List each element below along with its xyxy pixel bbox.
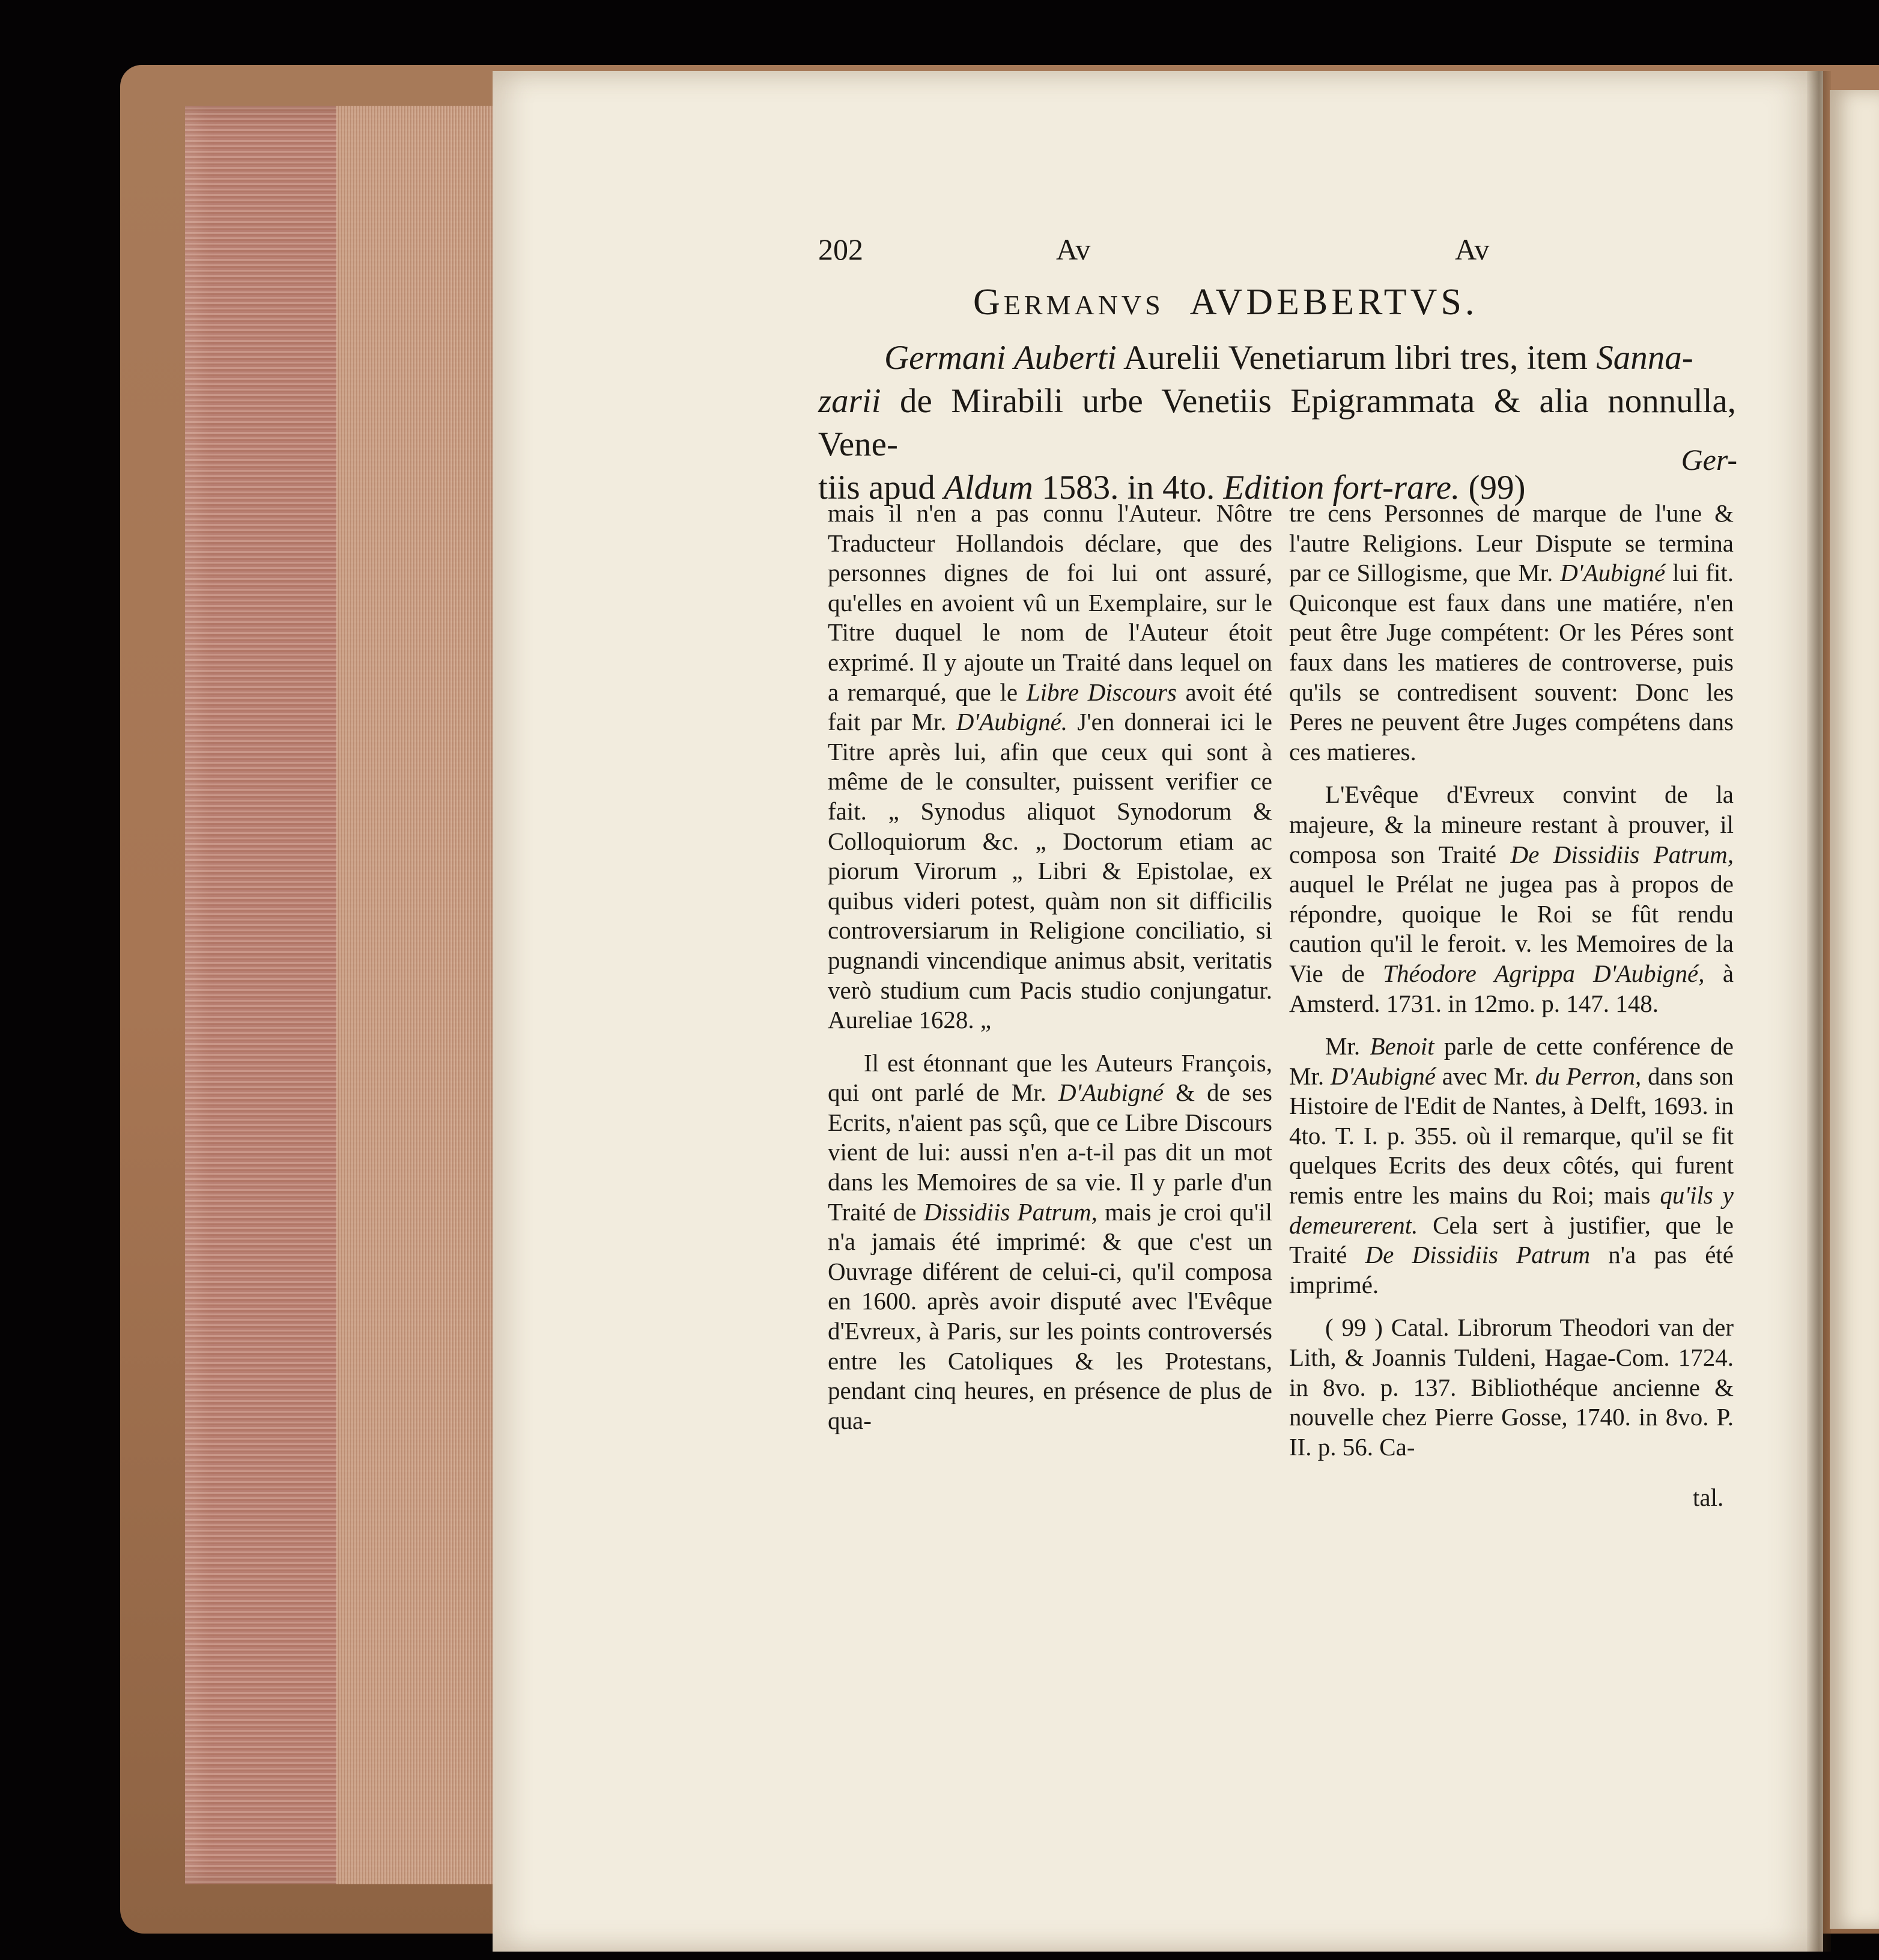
entry-heading [973,281,1598,324]
right-column [1289,499,1734,1475]
footnote-text: ( 99 ) Catal. Librorum Theodori van der Lith, & Joannis Tuldeni, Hagae-Com. 1724. in 8vo. p. 137. Bibliothéque ancienne & nouvelle chez Pierre Gosse, 1740. in 8vo. P. II. p. 56. Ca- [1289,1313,1734,1461]
heading-firstname: ERMANVS [1003,290,1164,320]
entry-edition: Edition fort-rare. [1223,469,1460,507]
text-run: auquel le Prélat ne jugea pas à propos de répondre, quoique le Roi se fût rendu caution qu'il le feroit. v. les Memoires de la Vie de [1289,870,1734,987]
text-run: parle de cette conférence de Mr. [1289,1032,1734,1090]
italic-run: D'Aubigné [1330,1062,1436,1090]
text-run: J'en donnerai ici le Titre après lui, afin que ceux qui sont à même de le consulter, puissent verifier ce fait. „ Synodus aliquot Synodorum & Colloquiorum &c. „ Doctorum etiam ac piorum Virorum „ Libri & Epistolae, ex quibus videri potest, quàm non sit difficilis controversiarum in Religione conciliatio, si pugnandi vincendique animus absit, veritatis verò studium cum Pacis studio conjungatur. Aureliae 1628. „ [828,708,1272,1034]
italic-run: De Dissidiis Patrum, [1510,840,1734,868]
italic-run: Dissidiis Patrum, [923,1198,1097,1226]
entry-note-ref: (99) [1460,469,1526,507]
left-column [828,499,1272,1449]
text-run: lui fit. Quiconque est faux dans une matiére, n'en peut être Juge compétent: Or les Péres sont faux dans les matieres de controverse, puis qu'ils se contredisent souvent: Donc les Peres ne peuvent être Juges compétens dans ces matieres. [1289,559,1734,765]
right-paragraph-1 [1289,499,1734,767]
italic-run: Libre Discours [1026,678,1177,706]
book-gutter [1807,71,1831,1952]
text-run: dans son Histoire de l'Edit de Nantes, à Delft, 1693. in 4to. T. I. p. 355. où il remarque, qu'il se fit quelques Ecrits des deux côtés, qui furent remis entre les mains du Roi; mais [1289,1062,1734,1210]
entry-sanna: Sanna- [1596,339,1693,377]
left-paragraph-1 [828,499,1272,1035]
text-run: mais il n'en a pas connu l'Auteur. Nôtre Traducteur Hollandois déclare, que des personnes dignes de foi lui ont assuré, qu'elles en avoient vû un Exemplaire, sur le Titre duquel le nom de l'Auteur étoit exprimé. Il y ajoute un Traité dans lequel on a remarqué, que le [828,499,1272,706]
text-run: Il est étonnant que les Auteurs François, qui ont parlé de Mr. [828,1048,1272,1107]
text-run: Mr. [1325,1032,1370,1061]
page-number: 202 [818,233,863,266]
text-run: tre cens Personnes de marque de l'une & l'autre Religions. Leur Dispute se termina par ce Sillogisme, que Mr. [1289,499,1734,587]
text-run: à Amsterd. 1731. in 12mo. p. 147. 148. [1289,959,1734,1017]
left-paragraph-2 [828,1048,1272,1436]
footnote-last-word: tal. [1693,1484,1724,1511]
text-run: avoit été fait par Mr. [828,678,1272,736]
text-run: mais je croi qu'il n'a jamais été imprimé: & que c'est un Ouvrage diférent de celui-ci, qu'il composa en 1600. après avoir disputé avec l'Evêque d'Evreux, à Paris, sur les points controversés entre les Catoliques & les Protestans, pendant cinq heures, en présence de plus de qua- [828,1198,1272,1434]
text-run: L'Evêque d'Evreux convint de la majeure, & la mineure restant à prouver, il composa son Traité [1289,781,1734,868]
page-edge-lines [336,106,493,1884]
text-run: & de ses Ecrits, n'aient pas sçû, que ce Libre Discours vient de lui: aussi n'en a-t-il pas dit un mot dans les Memoires de sa vie. Il y parle d'un Traité de [828,1079,1272,1226]
catchword: Ger- [1681,443,1737,476]
bibliographic-entry [818,336,1736,510]
italic-run: du Perron, [1535,1062,1642,1090]
italic-run: Théodore Agrippa D'Aubigné, [1383,959,1705,987]
right-paragraph-3 [1289,1032,1734,1300]
right-paragraph-2 [1289,780,1734,1018]
italic-run: D'Aubigné. [956,708,1068,736]
heading-surname: AVDEBERTVS. [1189,282,1478,323]
italic-run: qu'ils y demeurerent. [1289,1181,1734,1239]
entry-text-3: tiis apud [818,469,944,507]
italic-run: D'Aubigné [1058,1079,1164,1107]
entry-zarii: zarii [818,382,881,420]
entry-text: Aurelii Venetiarum libri tres, item [1116,339,1597,377]
entry-aldum: Aldum [944,469,1033,507]
footnote-99 [1289,1313,1734,1462]
entry-author: Germani Auberti [884,339,1117,377]
facing-page-edge [1830,90,1879,1929]
running-head-left: Av [1056,233,1091,266]
text-run: Cela sert à justifier, que le Traité [1289,1211,1734,1269]
text-run: avec Mr. [1435,1062,1535,1090]
italic-run: De Dissidiis Patrum [1365,1241,1591,1269]
entry-year: 1583. in 4to. [1033,469,1224,507]
entry-text-2: de Mirabili urbe Venetiis Epigrammata & alia nonnulla, Vene- [818,382,1736,463]
running-head-right: Av [1455,233,1490,266]
italic-run: Benoit [1370,1032,1434,1061]
text-run: n'a pas été imprimé. [1289,1241,1734,1298]
italic-run: D'Aubigné [1560,559,1666,587]
heading-initial: G [973,282,1004,323]
